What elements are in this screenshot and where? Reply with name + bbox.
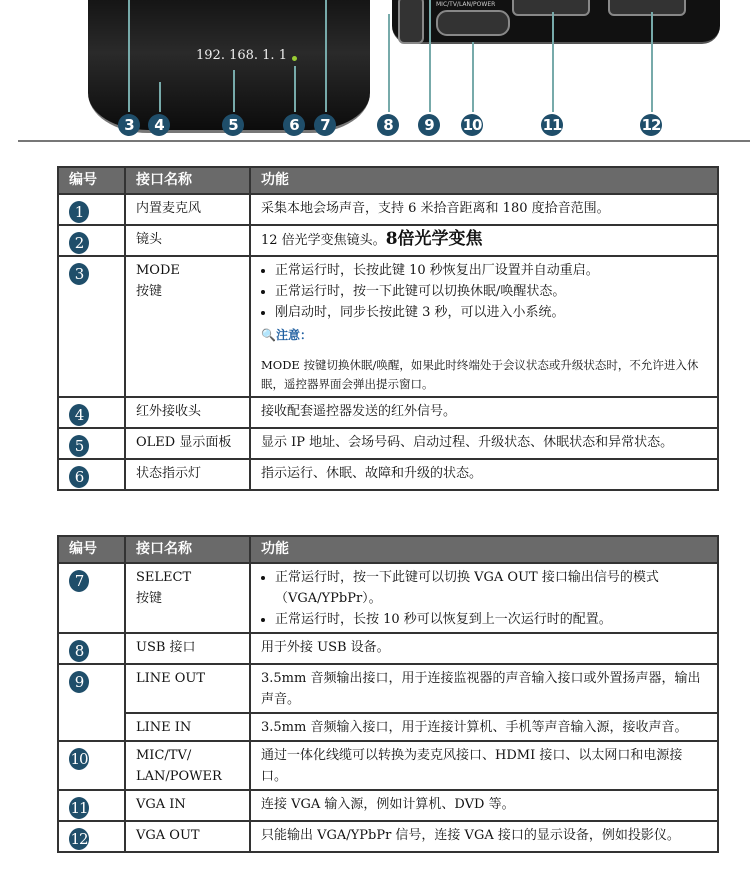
interface-name: USB 接口 bbox=[125, 633, 250, 664]
function-cell bbox=[250, 256, 718, 397]
device-front-panel bbox=[88, 0, 370, 133]
name-line: 按键 bbox=[136, 284, 163, 299]
callout-7: 7 bbox=[314, 114, 336, 136]
table-row bbox=[58, 563, 718, 633]
name-line: LAN/POWER bbox=[136, 769, 222, 784]
function-cell bbox=[250, 225, 718, 256]
table-row bbox=[58, 713, 718, 741]
vga-out-port bbox=[608, 0, 686, 16]
device-photo bbox=[0, 0, 750, 140]
table-row bbox=[58, 397, 718, 428]
function-highlight: 8倍光学变焦 bbox=[385, 229, 483, 249]
vga-in-port bbox=[512, 0, 590, 16]
interface-table-2 bbox=[57, 535, 719, 853]
header-num: 编号 bbox=[58, 167, 125, 194]
bullet-item: • 正常运行时，按一下此键可以切换休眠/唤醒状态。 bbox=[275, 281, 707, 302]
oled-ip-display: 192. 168. 1. 1 bbox=[196, 48, 287, 63]
interface-name: LINE IN bbox=[125, 713, 250, 741]
name-line: 按键 bbox=[136, 591, 163, 606]
interface-name bbox=[125, 563, 250, 633]
number-badge: 2 bbox=[69, 232, 89, 254]
usb-port bbox=[398, 0, 424, 44]
interface-name: 状态指示灯 bbox=[125, 459, 250, 490]
callout-9: 9 bbox=[418, 114, 440, 136]
callout-11: 11 bbox=[542, 116, 562, 134]
interface-name: LINE OUT bbox=[125, 664, 250, 713]
interface-name bbox=[125, 256, 250, 397]
table-row bbox=[58, 821, 718, 852]
header-num: 编号 bbox=[58, 536, 125, 563]
number-badge: 5 bbox=[69, 435, 89, 457]
header-name: 接口名称 bbox=[125, 536, 250, 563]
table-row bbox=[58, 194, 718, 225]
table-row bbox=[58, 664, 718, 713]
function-text: 12 倍光学变焦镜头。 bbox=[261, 233, 386, 248]
number-badge: 11 bbox=[70, 799, 88, 817]
header-function: 功能 bbox=[250, 167, 718, 194]
number-badge: 10 bbox=[70, 750, 88, 768]
function-text: 指示运行、休眠、故障和升级的状态。 bbox=[250, 459, 718, 490]
name-line: MIC/TV/ bbox=[136, 748, 192, 763]
table-row bbox=[58, 225, 718, 256]
number-badge: 4 bbox=[69, 404, 89, 426]
mic-tv-lan-power-port bbox=[436, 10, 510, 36]
table-row bbox=[58, 633, 718, 664]
function-text: 用于外接 USB 设备。 bbox=[250, 633, 718, 664]
name-line: MODE bbox=[136, 263, 180, 278]
bullet-item: • 正常运行时，长按 10 秒可以恢复到上一次运行时的配置。 bbox=[275, 609, 707, 630]
interface-name: 内置麦克风 bbox=[125, 194, 250, 225]
callout-3: 3 bbox=[118, 114, 140, 136]
callout-4: 4 bbox=[148, 114, 170, 136]
number-badge: 7 bbox=[69, 570, 89, 592]
callout-6: 6 bbox=[283, 114, 305, 136]
function-text: 3.5mm 音频输入接口，用于连接计算机、手机等声音输入源，接收声音。 bbox=[250, 713, 718, 741]
interface-name: 红外接收头 bbox=[125, 397, 250, 428]
note-heading bbox=[261, 325, 707, 346]
function-text: 显示 IP 地址、会场号码、启动过程、升级状态、休眠状态和异常状态。 bbox=[250, 428, 718, 459]
number-badge: 9 bbox=[69, 671, 89, 693]
table-row bbox=[58, 428, 718, 459]
note-label: 注意： bbox=[275, 328, 312, 342]
table-row bbox=[58, 741, 718, 790]
interface-table-1 bbox=[57, 166, 719, 491]
function-text: 接收配套遥控器发送的红外信号。 bbox=[250, 397, 718, 428]
number-badge: 12 bbox=[70, 830, 88, 848]
interface-name: 镜头 bbox=[125, 225, 250, 256]
name-line: SELECT bbox=[136, 570, 192, 585]
table-row bbox=[58, 790, 718, 821]
bullet-item: • 正常运行时，按一下此键可以切换 VGA OUT 接口输出信号的模式（VGA/YPbPr）。 bbox=[275, 567, 707, 609]
table-header bbox=[58, 167, 718, 194]
number-badge: 3 bbox=[69, 263, 89, 285]
callout-5: 5 bbox=[222, 114, 244, 136]
table-header bbox=[58, 536, 718, 563]
bullet-item: • 刚启动时，同步长按此键 3 秒，可以进入小系统。 bbox=[275, 302, 707, 323]
callout-10: 10 bbox=[462, 116, 482, 134]
function-text: 连接 VGA 输入源，例如计算机、DVD 等。 bbox=[250, 790, 718, 821]
function-text: 只能输出 VGA/YPbPr 信号，连接 VGA 接口的显示设备，例如投影仪。 bbox=[250, 821, 718, 852]
header-name: 接口名称 bbox=[125, 167, 250, 194]
interface-name: VGA OUT bbox=[125, 821, 250, 852]
number-badge: 8 bbox=[69, 640, 89, 662]
divider bbox=[18, 140, 750, 142]
port-label: MIC/TV/LAN/POWER bbox=[436, 1, 496, 8]
number-badge: 6 bbox=[69, 466, 89, 488]
interface-name: VGA IN bbox=[125, 790, 250, 821]
function-cell bbox=[250, 563, 718, 633]
table-row bbox=[58, 256, 718, 397]
header-function: 功能 bbox=[250, 536, 718, 563]
function-text: 采集本地会场声音，支持 6 米拾音距离和 180 度拾音范围。 bbox=[250, 194, 718, 225]
function-text: 通过一体化线缆可以转换为麦克风接口、HDMI 接口、以太网口和电源接口。 bbox=[250, 741, 718, 790]
callout-8: 8 bbox=[377, 114, 399, 136]
magnifier-icon: 🔍 bbox=[261, 328, 276, 342]
interface-name bbox=[125, 741, 250, 790]
note-text: MODE 按键切换休眠/唤醒，如果此时终端处于会议状态或升级状态时，不允许进入休眠，遥控器界面会弹出提示窗口。 bbox=[261, 358, 699, 391]
interface-name: OLED 显示面板 bbox=[125, 428, 250, 459]
table-row bbox=[58, 459, 718, 490]
number-badge: 1 bbox=[69, 201, 89, 223]
bullet-item: • 正常运行时，长按此键 10 秒恢复出厂设置并自动重启。 bbox=[275, 260, 707, 281]
callout-12: 12 bbox=[641, 116, 661, 134]
status-led bbox=[292, 56, 297, 61]
function-text: 3.5mm 音频输出接口，用于连接监视器的声音输入接口或外置扬声器，输出声音。 bbox=[250, 664, 718, 713]
